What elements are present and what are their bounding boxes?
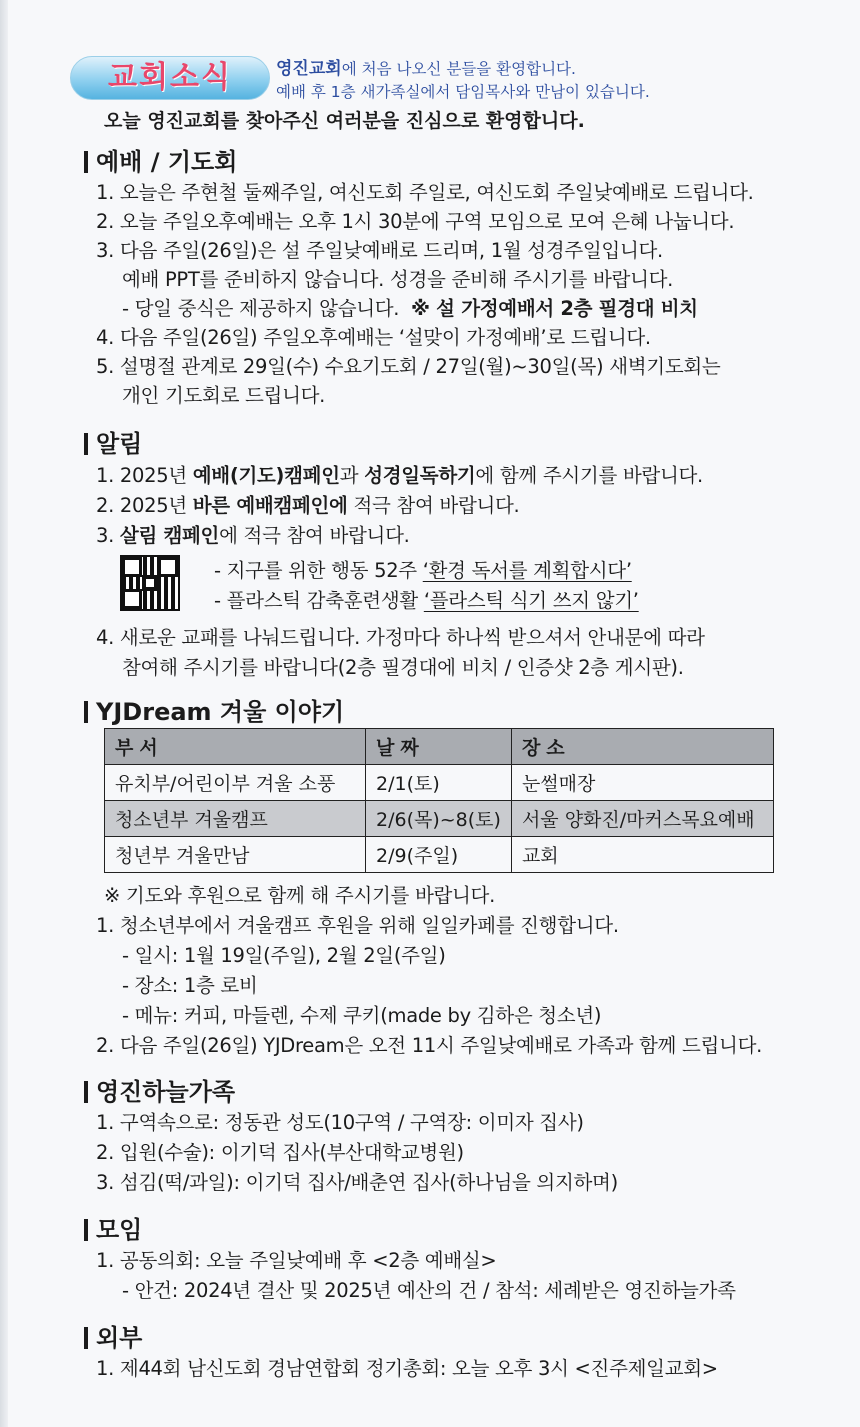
list-item: 4. 새로운 교패를 나눠드립니다. 가정마다 하나씩 받으셔서 안내문에 따라: [96, 626, 705, 649]
header: [70, 50, 790, 110]
section-title-text: 알림: [96, 430, 143, 458]
section-title-family: [84, 1072, 235, 1107]
text: 과: [339, 464, 365, 487]
table-header: 부서: [105, 729, 366, 765]
list-item: 참여해 주시기를 바랍니다(2층 필경대에 비치 / 인증샷 2층 게시판).: [122, 656, 684, 679]
section-title-external: [84, 1318, 142, 1353]
welcome-line-1: [276, 54, 576, 79]
table-cell: 2/1(토): [366, 765, 512, 801]
church-news-badge: 교회소식: [70, 56, 270, 100]
section-title-notice: [84, 424, 142, 459]
section-title-meeting: [84, 1210, 142, 1245]
list-item: [96, 490, 519, 518]
list-item: 1. 제44회 남신도회 경남연합회 정기총회: 오늘 오후 3시 <진주제일교회>: [96, 1357, 718, 1380]
table-header: 날짜: [366, 729, 512, 765]
list-item: 4. 다음 주일(26일) 주일오후예배는 ‘설맞이 가정예배’로 드립니다.: [96, 326, 651, 349]
church-name: 영진교회: [276, 59, 342, 79]
text: 2. 2025년: [96, 494, 193, 517]
list-item: - 일시: 1월 19일(주일), 2월 2일(주일): [122, 944, 446, 967]
text-bold: 성경일독하기: [364, 464, 476, 487]
table-cell: 교회: [511, 837, 773, 873]
table-cell: 유치부/어린이부 겨울 소풍: [105, 765, 366, 801]
note-text: ※ 기도와 후원으로 함께 해 주시기를 바랍니다.: [104, 884, 495, 907]
text-bold: 바른 예배캠페인에: [192, 494, 348, 517]
table-cell: 서울 양화진/마커스목요예배: [511, 801, 773, 837]
section-title-text: 모임: [96, 1216, 143, 1244]
text: - 지구를 위한 행동 52주: [214, 559, 423, 582]
yjdream-schedule-table: [104, 728, 774, 873]
table-cell: 2/9(주일): [366, 837, 512, 873]
list-item: - 장소: 1층 로비: [122, 974, 258, 997]
intro-text: 오늘 영진교회를 찾아주신 여러분을 진심으로 환영합니다.: [104, 110, 585, 132]
list-item: 1. 오늘은 주현철 둘째주일, 여신도회 주일로, 여신도회 주일낮예배로 드립니다.: [96, 181, 754, 204]
welcome-line-2: 예배 후 1층 새가족실에서 담임목사와 만남이 있습니다.: [276, 83, 650, 101]
page-edge: [0, 0, 8, 1427]
text-underlined: ‘환경 독서를 계획합시다’: [422, 559, 632, 582]
list-item: 3. 섬김(떡/과일): 이기덕 집사/배춘연 집사(하나님을 의지하며): [96, 1171, 618, 1194]
qr-code-icon[interactable]: [122, 557, 178, 609]
list-item: 1. 청소년부에서 겨울캠프 후원을 위해 일일카페를 진행합니다.: [96, 914, 619, 937]
text: - 플라스틱 감축훈련생활: [214, 589, 424, 612]
list-item-text: - 당일 중식은 제공하지 않습니다.: [122, 297, 400, 320]
text-underlined: ‘플라스틱 식기 쓰지 않기’: [423, 589, 639, 612]
list-item: [96, 520, 410, 548]
list-item: 2. 입원(수술): 이기덕 집사(부산대학교병원): [96, 1141, 464, 1164]
list-item: [122, 293, 698, 321]
text: 1. 2025년: [96, 464, 193, 487]
section-title-text: 외부: [96, 1324, 143, 1352]
section-title-text: YJDream 겨울 이야기: [96, 698, 345, 726]
table-cell: 청소년부 겨울캠프: [105, 801, 366, 837]
table-header: 장소: [511, 729, 773, 765]
list-item: 2. 다음 주일(26일) YJDream은 오전 11시 주일낮예배로 가족과 함께 드립니다.: [96, 1034, 763, 1057]
text: 3.: [96, 524, 120, 547]
text: 에 적극 참여 바랍니다.: [219, 524, 410, 547]
list-item: - 메뉴: 커피, 마들렌, 수제 쿠키(made by 김하은 청소년): [122, 1004, 602, 1027]
list-item: - 안건: 2024년 결산 및 2025년 예산의 건 / 참석: 세례받은 영진하늘가족: [122, 1279, 736, 1302]
list-item: 1. 공동의회: 오늘 주일낮예배 후 <2층 예배실>: [96, 1249, 497, 1272]
table-cell: 청년부 겨울만남: [105, 837, 366, 873]
table-row: [105, 801, 774, 837]
text: 적극 참여 바랍니다.: [347, 494, 520, 517]
list-item: 1. 구역속으로: 정동관 성도(10구역 / 구역장: 이미자 집사): [96, 1111, 584, 1134]
table-header-row: [105, 729, 774, 765]
list-item: 5. 설명절 관계로 29일(수) 수요기도회 / 27일(월)~30일(목) 새벽기도회는: [96, 355, 721, 378]
welcome-text: 에 처음 나오신 분들을 환영합니다.: [341, 60, 576, 78]
list-item: 개인 기도회로 드립니다.: [122, 384, 326, 407]
table-cell: 2/6(목)~8(토): [366, 801, 512, 837]
section-title-text: 영진하늘가족: [96, 1078, 236, 1106]
text: 에 함께 주시기를 바랍니다.: [475, 464, 703, 487]
section-title-worship: [84, 142, 237, 177]
list-item: 2. 오늘 주일오후예배는 오후 1시 30분에 구역 모임으로 모여 은혜 나눕니다.: [96, 210, 735, 233]
list-item: [214, 555, 632, 583]
table-row: [105, 765, 774, 801]
text-bold: 예배(기도)캠페인: [192, 464, 340, 487]
list-item-highlight: ※ 설 가정예배서 2층 필경대 비치: [411, 297, 698, 320]
list-item: 3. 다음 주일(26일)은 설 주일낮예배로 드리며, 1월 성경주일입니다.: [96, 239, 663, 262]
table-row: [105, 837, 774, 873]
section-title-text: 예배 / 기도회: [96, 148, 238, 176]
section-title-yjdream: [84, 692, 344, 727]
list-item: [96, 460, 703, 488]
table-cell: 눈썰매장: [511, 765, 773, 801]
list-item: 예배 PPT를 준비하지 않습니다. 성경을 준비해 주시기를 바랍니다.: [122, 268, 674, 291]
text-bold: 살림 캠페인: [119, 524, 220, 547]
list-item: [214, 585, 639, 613]
